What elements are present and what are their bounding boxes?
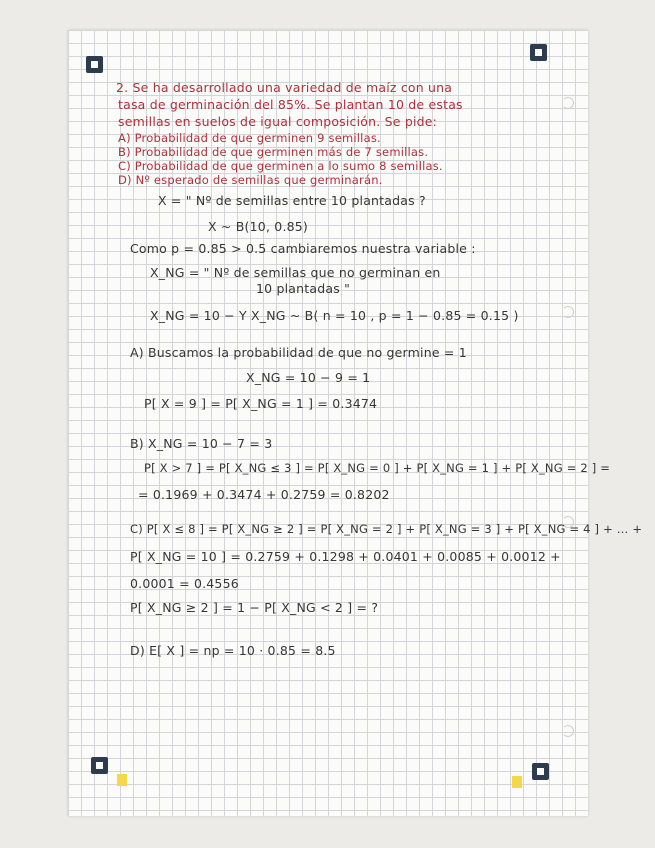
distribution: X ~ B(10, 0.85) (208, 219, 308, 234)
corner-marker-icon (86, 56, 103, 73)
corner-marker-icon (530, 44, 547, 61)
binder-ring-icon (562, 306, 574, 318)
yellow-sticker (512, 776, 522, 788)
xng-definition: X_NG = " Nº de semillas que no germinan en (150, 265, 441, 280)
part-b-line: B) X_NG = 10 − 7 = 3 (130, 436, 273, 451)
change-variable-note: Como p = 0.85 > 0.5 cambiaremos nuestra variable : (130, 241, 476, 256)
problem-line: D) Nº esperado de semillas que germinarán. (118, 173, 383, 187)
binder-ring-icon (562, 725, 574, 737)
binder-ring-icon (562, 97, 574, 109)
problem-line: C) Probabilidad de que germinen a lo sumo 8 semillas. (118, 159, 443, 173)
problem-line: 2. Se ha desarrollado una variedad de maíz con una (116, 80, 453, 95)
problem-line: B) Probabilidad de que germinen más de 7 semillas. (118, 145, 429, 159)
variable-definition: X = " Nº de semillas entre 10 plantadas ? (158, 193, 426, 208)
problem-line: semillas en suelos de igual composición. Se pide: (118, 114, 438, 129)
yellow-sticker (117, 774, 127, 786)
part-a-line: A) Buscamos la probabilidad de que no germine = 1 (130, 345, 467, 360)
part-c-line: 0.0001 = 0.4556 (130, 576, 239, 591)
part-b-line: = 0.1969 + 0.3474 + 0.2759 = 0.8202 (138, 487, 390, 502)
corner-marker-icon (91, 757, 108, 774)
xng-definition: 10 plantadas " (256, 281, 351, 296)
problem-line: A) Probabilidad de que germinen 9 semillas. (118, 131, 381, 145)
corner-marker-icon (532, 763, 549, 780)
part-c-line: P[ X_NG ≥ 2 ] = 1 − P[ X_NG < 2 ] = ? (130, 600, 379, 615)
part-a-line: P[ X = 9 ] = P[ X_NG = 1 ] = 0.3474 (144, 396, 378, 411)
part-d-line: D) E[ X ] = np = 10 · 0.85 = 8.5 (130, 643, 336, 658)
part-a-line: X_NG = 10 − 9 = 1 (246, 370, 371, 385)
xng-relation: X_NG = 10 − Y X_NG ~ B( n = 10 , p = 1 − 0.85 = 0.15 ) (150, 308, 519, 323)
problem-line: tasa de germinación del 85%. Se plantan 10 de estas (118, 97, 463, 112)
part-c-line: P[ X_NG = 10 ] = 0.2759 + 0.1298 + 0.0401 + 0.0085 + 0.0012 + (130, 549, 561, 564)
part-b-line: P[ X > 7 ] = P[ X_NG ≤ 3 ] = P[ X_NG = 0 ] + P[ X_NG = 1 ] + P[ X_NG = 2 ] = (144, 461, 611, 475)
part-c-line: C) P[ X ≤ 8 ] = P[ X_NG ≥ 2 ] = P[ X_NG = 2 ] + P[ X_NG = 3 ] + P[ X_NG = 4 ] + … + (130, 522, 643, 536)
